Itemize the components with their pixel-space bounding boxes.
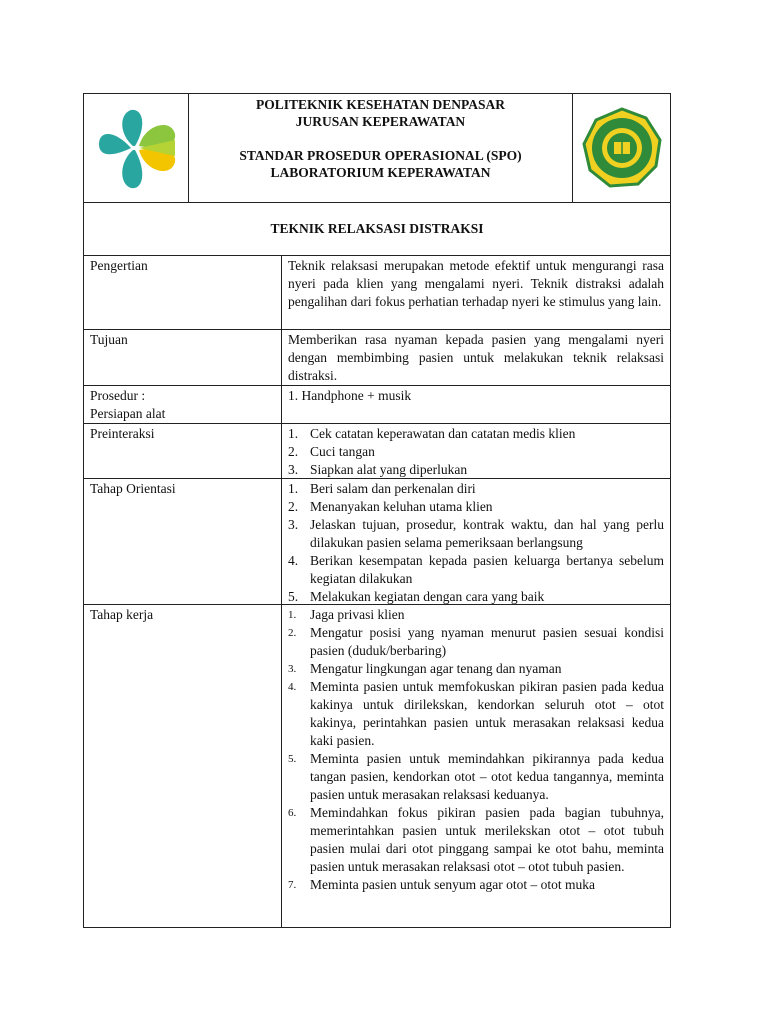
list-item: 2. Cuci tangan (288, 444, 375, 459)
row-tahap-kerja (84, 605, 670, 927)
row-value (282, 424, 670, 478)
kemenkes-logo (84, 94, 189, 202)
poltekkes-seal (572, 94, 670, 202)
list-item: 4. Berikan kesempatan kepada pasien keluarga bertanya sebelum kegiatan dilakukan (288, 553, 664, 586)
label-line: Prosedur : (90, 388, 146, 403)
step-list (288, 480, 664, 606)
row-prosedur (84, 386, 670, 424)
row-value (282, 386, 670, 423)
laboratory-name: LABORATORIUM KEPERAWATAN (270, 165, 491, 180)
procedure-title: TEKNIK RELAKSASI DISTRAKSI (84, 203, 670, 256)
list-item: 2. Mengatur posisi yang nyaman menurut pasien sesuai kondisi pasien (duduk/berbaring) (288, 625, 664, 658)
list-item: 5. Meminta pasien untuk memindahkan pikirannya pada kedua tangan pasien, kendorkan otot – otot kedua tangannya, meminta pasien untuk merasakan relaksasi keduanya. (288, 751, 664, 802)
row-tujuan (84, 330, 670, 386)
row-value (282, 479, 670, 604)
list-item: 4. Meminta pasien untuk memfokuskan pikiran pasien pada kedua kakinya untuk dirilekskan, kendorkan seluruh otot – otot kakinya, perintahkan pasien untuk merasakan relaksasi kedua kaki pasien. (288, 679, 664, 748)
row-value (282, 256, 670, 329)
list-item: 2. Menanyakan keluhan utama klien (288, 499, 493, 514)
spo-document (83, 93, 671, 928)
row-label: Preinteraksi (84, 424, 282, 478)
document-header (84, 94, 670, 203)
row-value (282, 605, 670, 927)
list-item: 3. Siapkan alat yang diperlukan (288, 462, 468, 477)
row-tahap-orientasi (84, 479, 670, 605)
department-name: JURUSAN KEPERAWATAN (295, 114, 466, 129)
row-pengertian (84, 256, 670, 330)
label-line: Persiapan alat (90, 406, 166, 421)
definition-text: Teknik relaksasi merupakan metode efektif untuk mengurangi rasa nyeri pada klien yang mengalami nyeri. Teknik distraksi adalah pengalihan dari fokus perhatian terhadap nyeri ke stimulus yang lain. (288, 258, 664, 309)
equipment-text: 1. Handphone + musik (288, 388, 412, 403)
list-item: 3. Jelaskan tujuan, prosedur, kontrak waktu, dan hal yang perlu dilakukan pasien selama pemeriksaan berlangsung (288, 517, 664, 550)
row-preinteraksi (84, 424, 670, 479)
list-item: 5. Melakukan kegiatan dengan cara yang baik (288, 589, 545, 604)
list-item: 6. Memindahkan fokus pikiran pasien pada bagian tubuhnya, memerintahkan pasien untuk merilekskan otot – otot tubuh pasien mulai dari otot pinggang sampai ke otot bahu, meminta pasien untuk merasakan relaksasi otot – otot tubuh pasien. (288, 805, 664, 874)
row-label: Pengertian (84, 256, 282, 329)
row-label (84, 386, 282, 423)
row-label: Tujuan (84, 330, 282, 385)
list-item: 1. Cek catatan keperawatan dan catatan medis klien (288, 426, 576, 441)
list-item: 1. Beri salam dan perkenalan diri (288, 481, 476, 496)
row-value (282, 330, 670, 385)
institution-name: POLITEKNIK KESEHATAN DENPASAR (255, 97, 506, 112)
document-type: STANDAR PROSEDUR OPERASIONAL (SPO) (239, 148, 522, 163)
row-label: Tahap Orientasi (84, 479, 282, 604)
step-list (288, 606, 664, 894)
list-item: 3. Mengatur lingkungan agar tenang dan nyaman (288, 661, 562, 676)
header-text (189, 94, 572, 202)
list-item: 7. Meminta pasien untuk senyum agar otot – otot muka (288, 877, 595, 892)
step-list (288, 425, 664, 479)
list-item: 1. Jaga privasi klien (288, 607, 405, 622)
row-label: Tahap kerja (84, 605, 282, 927)
purpose-text: Memberikan rasa nyaman kepada pasien yang mengalami nyeri dengan membimbing pasien untuk melakukan teknik relaksasi distraksi. (288, 332, 664, 383)
